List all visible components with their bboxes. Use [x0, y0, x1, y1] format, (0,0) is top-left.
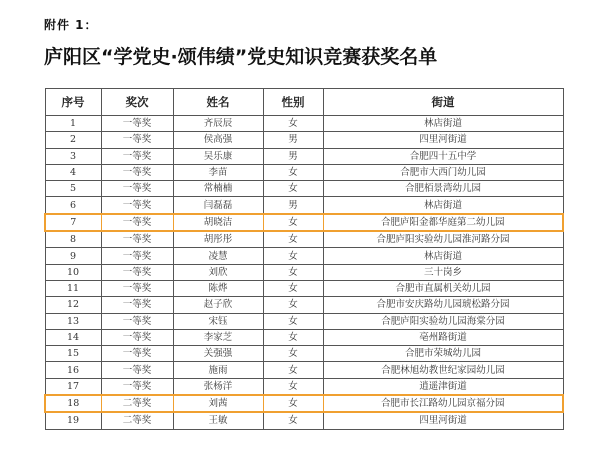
cell-no: 13 [45, 313, 101, 329]
cell-street: 合肥市大西门幼儿园 [323, 164, 563, 180]
cell-gender: 女 [263, 248, 323, 264]
cell-gender: 女 [263, 280, 323, 296]
cell-street: 林店街道 [323, 248, 563, 264]
table-row [45, 116, 563, 132]
cell-name: 常楠楠 [173, 181, 263, 197]
cell-award: 一等奖 [101, 329, 173, 345]
cell-no: 16 [45, 362, 101, 378]
cell-no: 7 [45, 214, 101, 231]
cell-gender: 女 [263, 346, 323, 362]
cell-name: 刘欣 [173, 264, 263, 280]
cell-street: 合肥市荣城幼儿园 [323, 346, 563, 362]
cell-street: 林店街道 [323, 197, 563, 214]
cell-no: 18 [45, 395, 101, 412]
cell-street: 合肥市安庆路幼儿园琥松路分园 [323, 297, 563, 313]
cell-award: 二等奖 [101, 395, 173, 412]
cell-gender: 女 [263, 164, 323, 180]
header-street: 街道 [323, 89, 563, 116]
cell-award: 一等奖 [101, 197, 173, 214]
cell-no: 17 [45, 378, 101, 395]
cell-gender: 女 [263, 181, 323, 197]
cell-gender: 女 [263, 231, 323, 248]
table-row [45, 412, 563, 429]
table-row [45, 181, 563, 197]
cell-street: 四里河街道 [323, 132, 563, 148]
cell-no: 14 [45, 329, 101, 345]
cell-gender: 女 [263, 313, 323, 329]
cell-award: 二等奖 [101, 412, 173, 429]
cell-name: 王敏 [173, 412, 263, 429]
table-row [45, 313, 563, 329]
cell-name: 张杨洋 [173, 378, 263, 395]
cell-street: 合肥市直属机关幼儿园 [323, 280, 563, 296]
cell-name: 赵子欣 [173, 297, 263, 313]
cell-street: 合肥栢景湾幼儿园 [323, 181, 563, 197]
cell-name: 陈烨 [173, 280, 263, 296]
table-row [45, 248, 563, 264]
cell-street: 合肥庐阳实验幼儿园淮河路分园 [323, 231, 563, 248]
table-row [45, 378, 563, 395]
cell-no: 5 [45, 181, 101, 197]
table-row [45, 346, 563, 362]
cell-name: 闫磊磊 [173, 197, 263, 214]
table-row [45, 329, 563, 345]
cell-street: 四里河街道 [323, 412, 563, 429]
cell-street: 合肥庐阳实验幼儿园海棠分园 [323, 313, 563, 329]
cell-street: 合肥四十五中学 [323, 148, 563, 164]
cell-street: 合肥庐阳金都华庭第二幼儿园 [323, 214, 563, 231]
table-row [45, 280, 563, 296]
cell-name: 侯高强 [173, 132, 263, 148]
cell-gender: 女 [263, 378, 323, 395]
cell-no: 9 [45, 248, 101, 264]
cell-no: 2 [45, 132, 101, 148]
cell-name: 刘茜 [173, 395, 263, 412]
cell-award: 一等奖 [101, 248, 173, 264]
cell-gender: 女 [263, 412, 323, 429]
cell-name: 胡晓洁 [173, 214, 263, 231]
header-gender: 性别 [263, 89, 323, 116]
cell-street: 逍遥津街道 [323, 378, 563, 395]
cell-award: 一等奖 [101, 264, 173, 280]
cell-award: 一等奖 [101, 280, 173, 296]
table-row [45, 264, 563, 280]
document-title: 庐阳区“学党史·颂伟绩”党史知识竞赛获奖名单 [44, 46, 438, 68]
cell-gender: 女 [263, 116, 323, 132]
cell-no: 4 [45, 164, 101, 180]
cell-award: 一等奖 [101, 313, 173, 329]
cell-no: 19 [45, 412, 101, 429]
cell-award: 一等奖 [101, 181, 173, 197]
cell-gender: 女 [263, 329, 323, 345]
cell-award: 一等奖 [101, 297, 173, 313]
table-row [45, 197, 563, 214]
cell-no: 10 [45, 264, 101, 280]
cell-street: 亳州路街道 [323, 329, 563, 345]
cell-gender: 女 [263, 264, 323, 280]
table-row [45, 297, 563, 313]
table-header-row [45, 89, 563, 116]
cell-no: 6 [45, 197, 101, 214]
cell-award: 一等奖 [101, 346, 173, 362]
cell-gender: 男 [263, 197, 323, 214]
cell-street: 三十岗乡 [323, 264, 563, 280]
table-row [45, 362, 563, 378]
cell-name: 吴乐康 [173, 148, 263, 164]
table-row [45, 132, 563, 148]
table-row [45, 164, 563, 180]
cell-gender: 女 [263, 214, 323, 231]
cell-no: 1 [45, 116, 101, 132]
cell-gender: 女 [263, 297, 323, 313]
table-row [45, 395, 563, 412]
cell-award: 一等奖 [101, 116, 173, 132]
cell-street: 林店街道 [323, 116, 563, 132]
cell-no: 3 [45, 148, 101, 164]
award-list-table [44, 88, 564, 430]
table-row [45, 231, 563, 248]
header-award: 奖次 [101, 89, 173, 116]
cell-award: 一等奖 [101, 378, 173, 395]
cell-gender: 女 [263, 362, 323, 378]
cell-award: 一等奖 [101, 362, 173, 378]
cell-name: 李苗 [173, 164, 263, 180]
cell-award: 一等奖 [101, 148, 173, 164]
cell-no: 15 [45, 346, 101, 362]
cell-no: 12 [45, 297, 101, 313]
cell-name: 关强强 [173, 346, 263, 362]
cell-name: 齐辰辰 [173, 116, 263, 132]
cell-award: 一等奖 [101, 132, 173, 148]
cell-street: 合肥林旭幼教世纪家园幼儿园 [323, 362, 563, 378]
cell-street: 合肥市长江路幼儿园京福分园 [323, 395, 563, 412]
cell-award: 一等奖 [101, 214, 173, 231]
cell-name: 李家芝 [173, 329, 263, 345]
header-no: 序号 [45, 89, 101, 116]
cell-name: 施雨 [173, 362, 263, 378]
cell-no: 8 [45, 231, 101, 248]
cell-gender: 男 [263, 148, 323, 164]
cell-gender: 男 [263, 132, 323, 148]
cell-name: 胡彤彤 [173, 231, 263, 248]
cell-award: 一等奖 [101, 164, 173, 180]
cell-gender: 女 [263, 395, 323, 412]
cell-no: 11 [45, 280, 101, 296]
cell-name: 凌慧 [173, 248, 263, 264]
table-row [45, 148, 563, 164]
header-name: 姓名 [173, 89, 263, 116]
attachment-label: 附件 1： [44, 18, 98, 32]
cell-award: 一等奖 [101, 231, 173, 248]
table-row [45, 214, 563, 231]
cell-name: 宋钰 [173, 313, 263, 329]
